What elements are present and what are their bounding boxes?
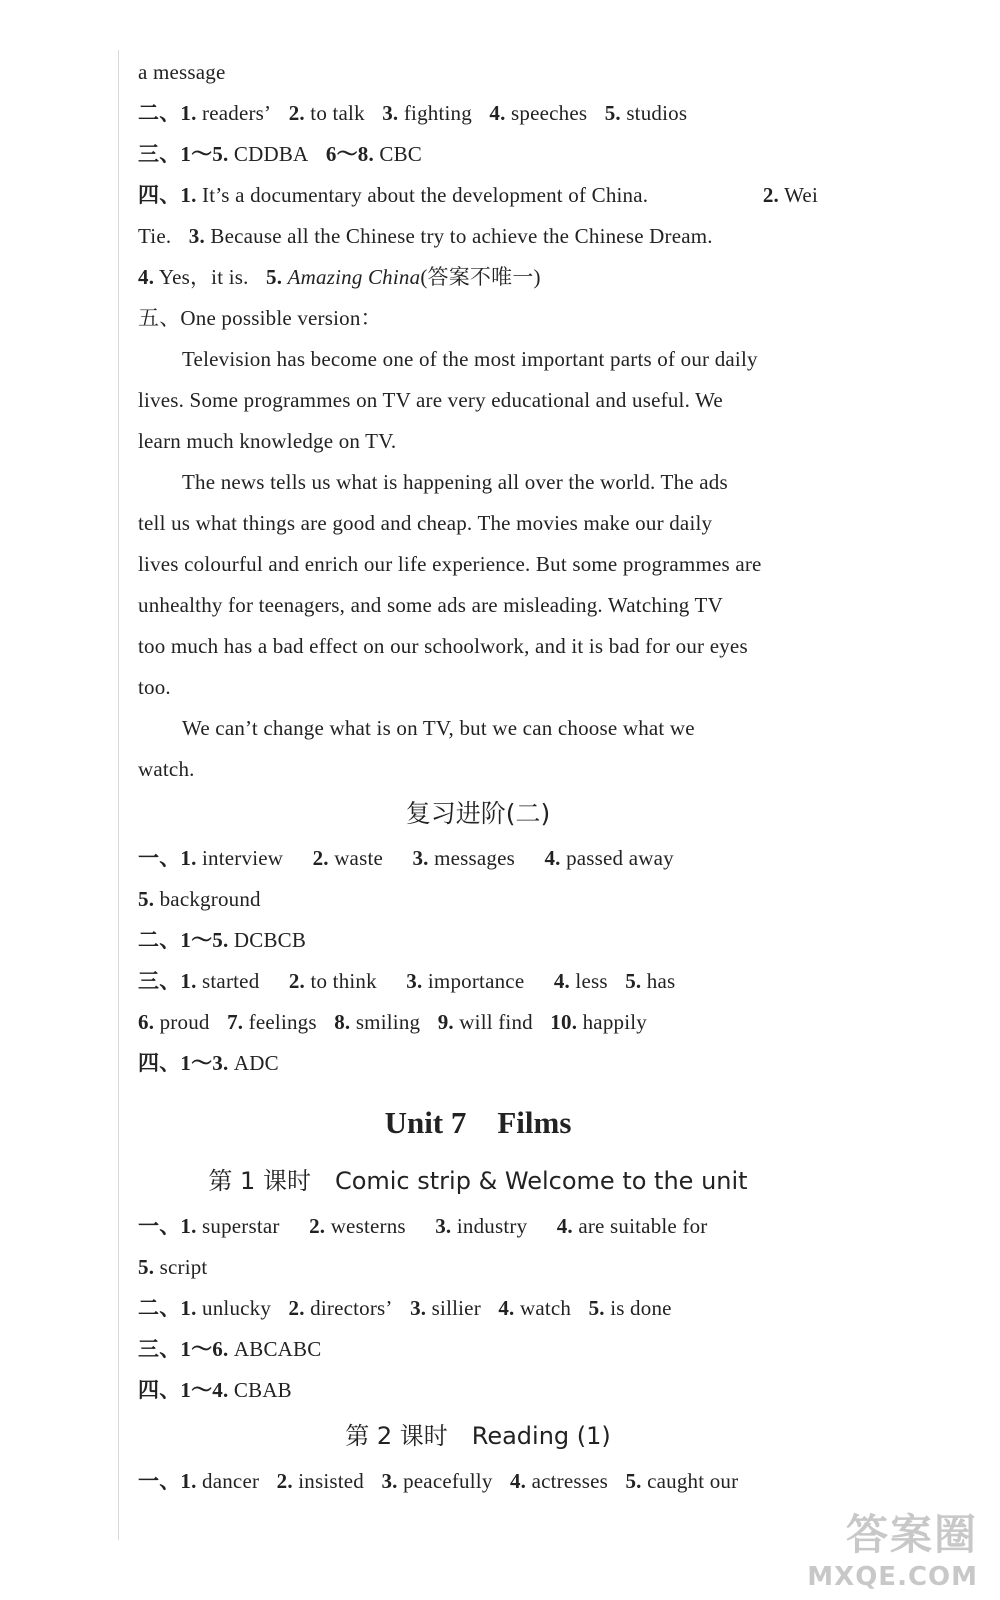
essay-line bbox=[138, 708, 818, 749]
answer-line bbox=[138, 175, 818, 216]
answer-text: It’s a documentary about the development of China. bbox=[202, 183, 649, 207]
answer-text: industry bbox=[456, 1214, 528, 1238]
item-number: 5. bbox=[588, 1296, 605, 1320]
essay-line bbox=[138, 503, 818, 544]
essay-text: We can’t change what is on TV, but we can choose what we bbox=[182, 716, 695, 740]
answer-text: are suitable for bbox=[578, 1214, 708, 1238]
item-number: 4. bbox=[498, 1296, 515, 1320]
item-number: 一、1. bbox=[138, 1214, 197, 1238]
answer-line bbox=[138, 216, 818, 257]
item-number: 5. bbox=[138, 887, 155, 911]
item-number: 4. bbox=[556, 1214, 573, 1238]
essay-text: lives. Some programmes on TV are very educational and useful. We bbox=[138, 388, 723, 412]
answer-line bbox=[138, 134, 818, 175]
answer-text: insisted bbox=[298, 1469, 365, 1493]
answer-text: ABCABC bbox=[233, 1337, 322, 1361]
item-number: 3. bbox=[435, 1214, 452, 1238]
item-number: 5. bbox=[138, 1255, 155, 1279]
item-number: 3. bbox=[382, 101, 399, 125]
item-number: 3. bbox=[188, 224, 205, 248]
essay-line bbox=[138, 749, 818, 790]
answer-text: dancer bbox=[202, 1469, 260, 1493]
item-number: 6. bbox=[138, 1010, 155, 1034]
answer-text: fighting bbox=[403, 101, 472, 125]
item-number: 四、1. bbox=[138, 183, 197, 207]
section-title: 复习进阶(二) bbox=[405, 799, 551, 828]
item-number: 4. bbox=[544, 846, 561, 870]
answer-text: unlucky bbox=[202, 1296, 272, 1320]
answer-text: script bbox=[159, 1255, 208, 1279]
item-number: 4. bbox=[553, 969, 570, 993]
item-number: 二、1. bbox=[138, 101, 197, 125]
answer-text: Tie. bbox=[138, 224, 172, 248]
answer-text: readers’ bbox=[202, 101, 272, 125]
item-number: 三、1. bbox=[138, 969, 197, 993]
answer-text: background bbox=[159, 887, 261, 911]
answer-text: Because all the Chinese try to achieve the Chinese Dream. bbox=[210, 224, 713, 248]
answer-text: smiling bbox=[355, 1010, 421, 1034]
item-number: 四、1～4. bbox=[138, 1378, 229, 1402]
answer-text: westerns bbox=[330, 1214, 406, 1238]
essay-text: Television has become one of the most important parts of our daily bbox=[182, 347, 758, 371]
item-number: 四、1～3. bbox=[138, 1051, 229, 1075]
item-number: 5. bbox=[266, 265, 283, 289]
item-number: 4. bbox=[509, 1469, 527, 1493]
item-number: 3. bbox=[410, 1296, 427, 1320]
essay-text: The news tells us what is happening all over the world. The ads bbox=[182, 470, 728, 494]
item-number: 一、1. bbox=[138, 1469, 197, 1493]
answer-text: sillier bbox=[431, 1296, 481, 1320]
item-number: 2. bbox=[288, 101, 305, 125]
left-margin-rule bbox=[118, 50, 119, 1540]
answer-text: actresses bbox=[531, 1469, 609, 1493]
answer-text: directors’ bbox=[310, 1296, 393, 1320]
answer-line bbox=[138, 1002, 818, 1043]
answer-line bbox=[138, 1043, 818, 1084]
answer-line bbox=[138, 1461, 818, 1502]
essay-line bbox=[138, 544, 818, 585]
answer-text: will find bbox=[459, 1010, 533, 1034]
answer-text: proud bbox=[159, 1010, 210, 1034]
item-number: 8. bbox=[334, 1010, 351, 1034]
lesson-title: 第 2 课时 Reading (1) bbox=[345, 1422, 611, 1450]
item-number: 2. bbox=[312, 846, 329, 870]
answer-text: CBC bbox=[379, 142, 423, 166]
answer-text: is done bbox=[610, 1296, 672, 1320]
answer-text: ADC bbox=[233, 1051, 279, 1075]
essay-line bbox=[138, 380, 818, 421]
item-number: 二、1～5. bbox=[138, 928, 229, 952]
answer-text: Wei bbox=[784, 183, 818, 207]
answer-text: passed away bbox=[566, 846, 674, 870]
answer-text: watch bbox=[519, 1296, 572, 1320]
answer-line bbox=[138, 1247, 818, 1288]
item-number: 5. bbox=[604, 101, 621, 125]
answer-text: interview bbox=[202, 846, 284, 870]
answer-text: speeches bbox=[511, 101, 588, 125]
answer-note: (答案不唯一) bbox=[420, 265, 541, 289]
answer-text: CBAB bbox=[233, 1378, 292, 1402]
unit-title: Unit 7 Films bbox=[384, 1105, 572, 1140]
item-number: 5. bbox=[625, 1469, 642, 1493]
answer-text: DCBCB bbox=[233, 928, 307, 952]
site-watermark bbox=[807, 1502, 978, 1592]
item-number: 10. bbox=[550, 1010, 578, 1034]
essay-line bbox=[138, 462, 818, 503]
answer-text: CDDBA bbox=[233, 142, 309, 166]
essay-line bbox=[138, 626, 818, 667]
answer-text: happily bbox=[582, 1010, 647, 1034]
watermark-url: MXQE.COM bbox=[807, 1562, 978, 1592]
lesson-title: 第 1 课时 Comic strip & Welcome to the unit bbox=[208, 1167, 748, 1195]
essay-text: lives colourful and enrich our life experience. But some programmes are bbox=[138, 552, 762, 576]
answer-text: to think bbox=[310, 969, 377, 993]
answer-line: a message bbox=[138, 60, 226, 84]
answer-line bbox=[138, 1288, 818, 1329]
answer-line bbox=[138, 879, 818, 920]
item-number: 三、1～5. bbox=[138, 142, 229, 166]
answer-text: studios bbox=[626, 101, 688, 125]
answer-line bbox=[138, 257, 818, 298]
essay-line bbox=[138, 667, 818, 708]
answer-text: started bbox=[202, 969, 260, 993]
answer-text: feelings bbox=[248, 1010, 317, 1034]
answer-text: superstar bbox=[202, 1214, 280, 1238]
answer-line: 五、One possible version： bbox=[138, 306, 382, 330]
answer-line bbox=[138, 838, 818, 879]
answer-text: Yes，it is. bbox=[158, 265, 249, 289]
essay-text: learn much knowledge on TV. bbox=[138, 429, 397, 453]
item-number: 2. bbox=[288, 1296, 305, 1320]
item-number: 2. bbox=[276, 1469, 293, 1493]
answer-line bbox=[138, 1370, 818, 1411]
answer-text: Amazing China bbox=[287, 265, 421, 289]
answer-line bbox=[138, 1206, 818, 1247]
item-number: 三、1～6. bbox=[138, 1337, 229, 1361]
answer-text: importance bbox=[427, 969, 525, 993]
answer-line bbox=[138, 961, 818, 1002]
essay-text: unhealthy for teenagers, and some ads are misleading. Watching TV bbox=[138, 593, 723, 617]
item-number: 3. bbox=[406, 969, 423, 993]
item-number: 2. bbox=[309, 1214, 326, 1238]
item-number: 9. bbox=[437, 1010, 454, 1034]
essay-text: too. bbox=[138, 675, 171, 699]
answer-line bbox=[138, 93, 818, 134]
item-number: 4. bbox=[489, 101, 506, 125]
answer-text: messages bbox=[434, 846, 515, 870]
answer-line bbox=[138, 1329, 818, 1370]
item-number: 7. bbox=[227, 1010, 244, 1034]
essay-text: too much has a bad effect on our schoolwork, and it is bad for our eyes bbox=[138, 634, 748, 658]
answer-text: waste bbox=[334, 846, 384, 870]
item-number: 3. bbox=[381, 1469, 398, 1493]
essay-text: tell us what things are good and cheap. The movies make our daily bbox=[138, 511, 713, 535]
answer-text: peacefully bbox=[403, 1469, 493, 1493]
essay-line bbox=[138, 339, 818, 380]
answer-text: less bbox=[575, 969, 608, 993]
item-number: 2. bbox=[762, 183, 780, 207]
item-number: 6～8. bbox=[325, 142, 374, 166]
item-number: 4. bbox=[138, 265, 155, 289]
item-number: 一、1. bbox=[138, 846, 197, 870]
watermark-logo-text: 答案圈 bbox=[845, 1510, 978, 1559]
essay-line bbox=[138, 421, 818, 462]
answer-line bbox=[138, 920, 818, 961]
answer-text: has bbox=[646, 969, 676, 993]
answer-text: caught our bbox=[647, 1469, 739, 1493]
answer-page bbox=[138, 52, 818, 1502]
essay-line bbox=[138, 585, 818, 626]
essay-text: watch. bbox=[138, 757, 195, 781]
item-number: 3. bbox=[412, 846, 429, 870]
answer-text: to talk bbox=[310, 101, 365, 125]
item-number: 二、1. bbox=[138, 1296, 197, 1320]
item-number: 5. bbox=[625, 969, 642, 993]
item-number: 2. bbox=[288, 969, 306, 993]
